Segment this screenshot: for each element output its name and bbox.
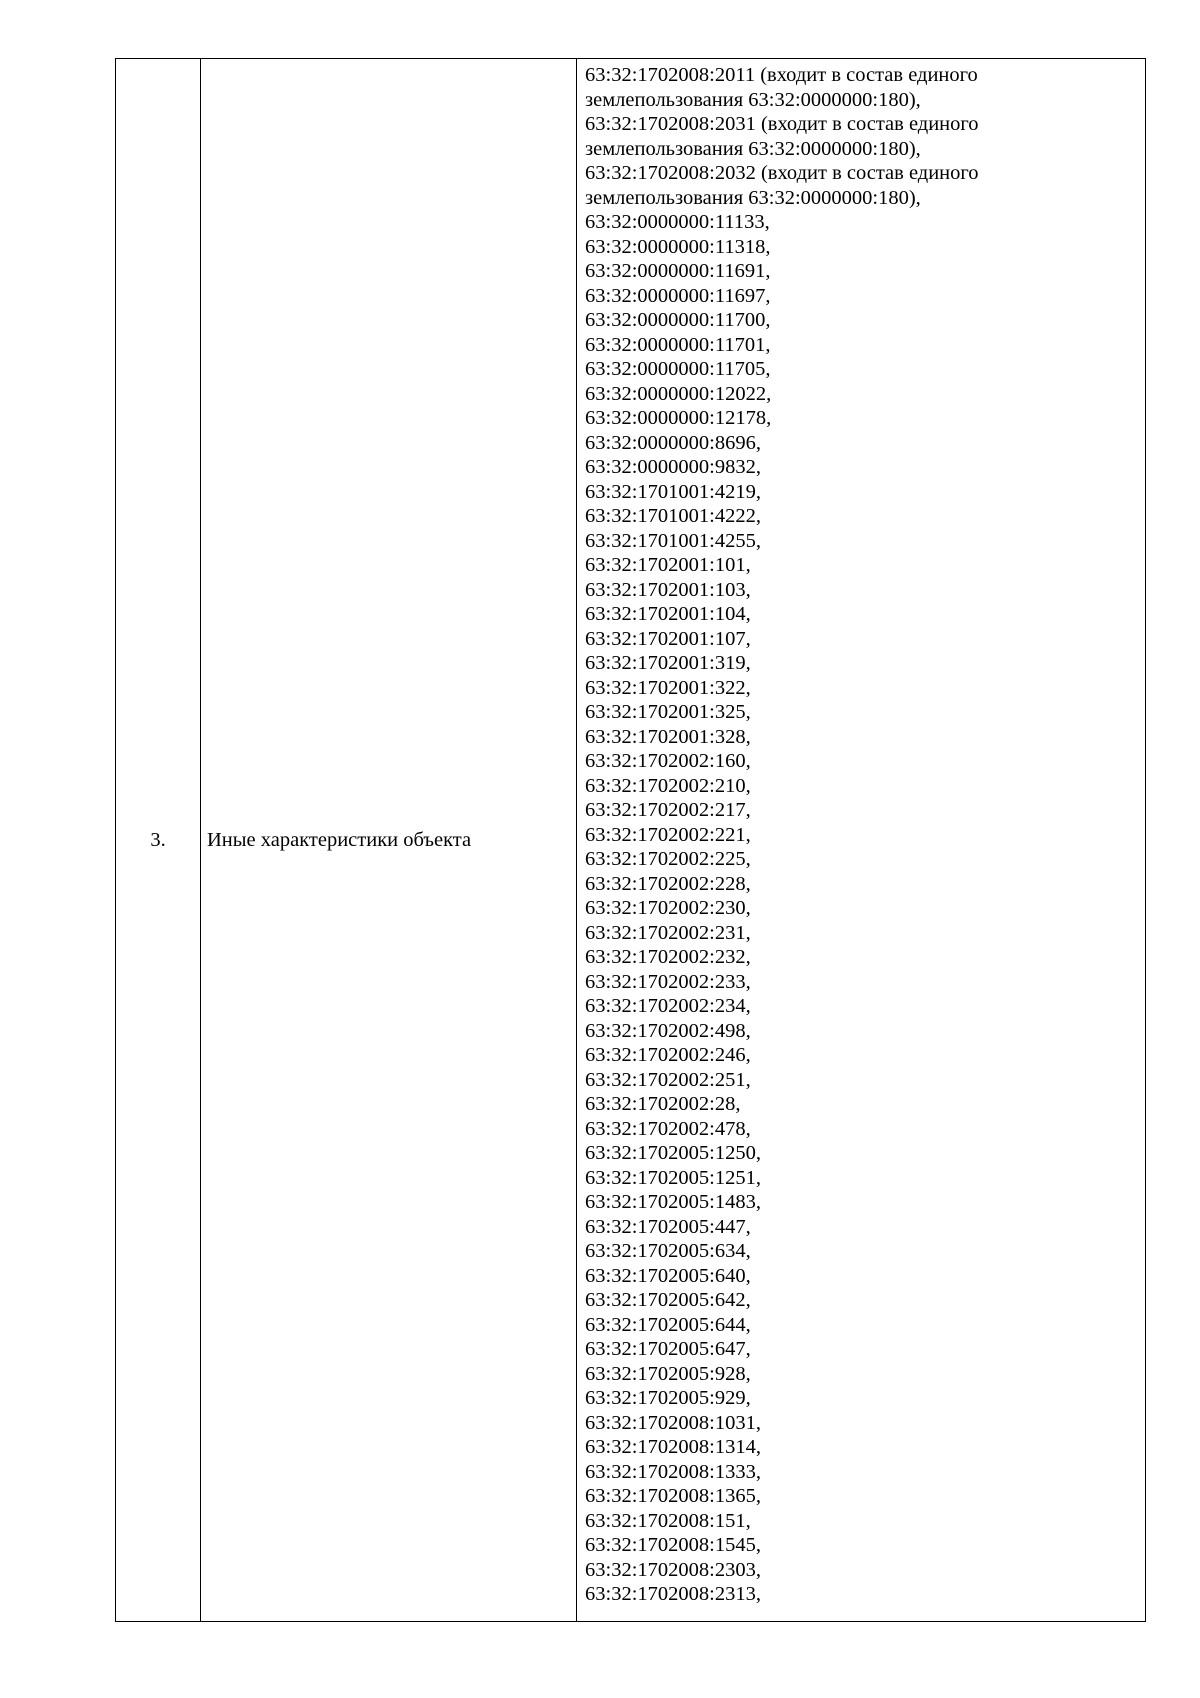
list-item: 63:32:1702008:1365, xyxy=(585,1485,761,1507)
list-item: 63:32:1702002:217, xyxy=(585,799,751,821)
list-item: 63:32:1702002:478, xyxy=(585,1117,751,1140)
list-item: 63:32:1702002:28, xyxy=(585,1093,741,1115)
list-item: 63:32:0000000:11705, xyxy=(585,358,771,380)
list-item: 63:32:1702002:232, xyxy=(585,946,751,968)
row-number: 3. xyxy=(116,59,201,1622)
list-item: 63:32:1702002:251, xyxy=(585,1068,751,1091)
list-item: 63:32:1702001:319, xyxy=(585,652,751,674)
list-item: 63:32:1702002:160, xyxy=(585,750,751,772)
list-item: 63:32:1701001:4219, xyxy=(585,480,761,503)
list-item: 63:32:1702002:234, xyxy=(585,995,751,1017)
list-item: 63:32:1702002:230, xyxy=(585,897,751,919)
list-item: 63:32:1702005:928, xyxy=(585,1362,751,1385)
list-item: 63:32:0000000:11700, xyxy=(585,309,771,331)
list-item: 63:32:1702005:647, xyxy=(585,1338,751,1360)
list-item: 63:32:1702005:1483, xyxy=(585,1191,761,1213)
list-item: 63:32:1702001:101, xyxy=(585,554,751,576)
list-item: 63:32:1702008:1314, xyxy=(585,1436,761,1458)
list-item: 63:32:1702008:2303, xyxy=(585,1558,761,1581)
list-item: 63:32:0000000:12022, xyxy=(585,382,772,405)
list-item: 63:32:1702005:634, xyxy=(585,1240,751,1262)
list-item: 63:32:1701001:4222, xyxy=(585,505,761,527)
table-row xyxy=(116,59,1146,1622)
list-item: 63:32:1702002:498, xyxy=(585,1019,751,1042)
cadastral-number-list xyxy=(585,63,1145,1607)
list-item: 63:32:0000000:11691, xyxy=(585,260,771,282)
characteristics-table xyxy=(115,58,1146,1622)
list-item: 63:32:1702002:225, xyxy=(585,848,751,870)
list-item: 63:32:1702005:640, xyxy=(585,1264,751,1287)
list-item: 63:32:0000000:11697, xyxy=(585,284,771,307)
list-item: 63:32:1702002:221, xyxy=(585,823,751,846)
list-item: 63:32:1702002:228, xyxy=(585,872,751,895)
list-item: 63:32:0000000:12178, xyxy=(585,407,772,429)
row-value xyxy=(577,59,1146,1622)
list-item: 63:32:1702008:2011 (входит в состав единого xyxy=(585,64,978,86)
row-name: Иные характеристики объекта xyxy=(201,59,577,1622)
list-item: 63:32:1702008:151, xyxy=(585,1509,751,1532)
list-item: 63:32:1702005:642, xyxy=(585,1289,751,1311)
list-item: 63:32:1702001:103, xyxy=(585,578,751,601)
list-item: 63:32:1702008:2031 (входит в состав единого xyxy=(585,113,979,135)
list-item: землепользования 63:32:0000000:180), xyxy=(585,88,921,111)
list-item: 63:32:1702001:107, xyxy=(585,627,751,650)
list-item: землепользования 63:32:0000000:180), xyxy=(585,186,921,209)
list-item: 63:32:0000000:8696, xyxy=(585,431,761,454)
list-item: 63:32:0000000:9832, xyxy=(585,456,761,478)
list-item: 63:32:1702005:929, xyxy=(585,1387,751,1409)
list-item: 63:32:1702001:322, xyxy=(585,676,751,699)
list-item: землепользования 63:32:0000000:180), xyxy=(585,137,921,160)
list-item: 63:32:1702001:328, xyxy=(585,725,751,748)
list-item: 63:32:1702002:210, xyxy=(585,774,751,797)
list-item: 63:32:1702002:246, xyxy=(585,1044,751,1066)
list-item: 63:32:1702005:644, xyxy=(585,1313,751,1336)
list-item: 63:32:1702002:233, xyxy=(585,970,751,993)
list-item: 63:32:1702001:325, xyxy=(585,701,751,723)
list-item: 63:32:0000000:11701, xyxy=(585,333,771,356)
list-item: 63:32:1702005:447, xyxy=(585,1215,751,1238)
list-item: 63:32:1702008:2032 (входит в состав единого xyxy=(585,162,979,184)
list-item: 63:32:1702005:1251, xyxy=(585,1166,761,1189)
list-item: 63:32:1702002:231, xyxy=(585,921,751,944)
list-item: 63:32:1702005:1250, xyxy=(585,1142,761,1164)
list-item: 63:32:1702001:104, xyxy=(585,603,751,625)
list-item: 63:32:1702008:1545, xyxy=(585,1534,761,1556)
list-item: 63:32:0000000:11318, xyxy=(585,235,771,258)
list-item: 63:32:1702008:2313, xyxy=(585,1583,761,1605)
list-item: 63:32:1701001:4255, xyxy=(585,529,761,552)
list-item: 63:32:1702008:1031, xyxy=(585,1411,761,1434)
list-item: 63:32:0000000:11133, xyxy=(585,211,770,233)
list-item: 63:32:1702008:1333, xyxy=(585,1460,761,1483)
